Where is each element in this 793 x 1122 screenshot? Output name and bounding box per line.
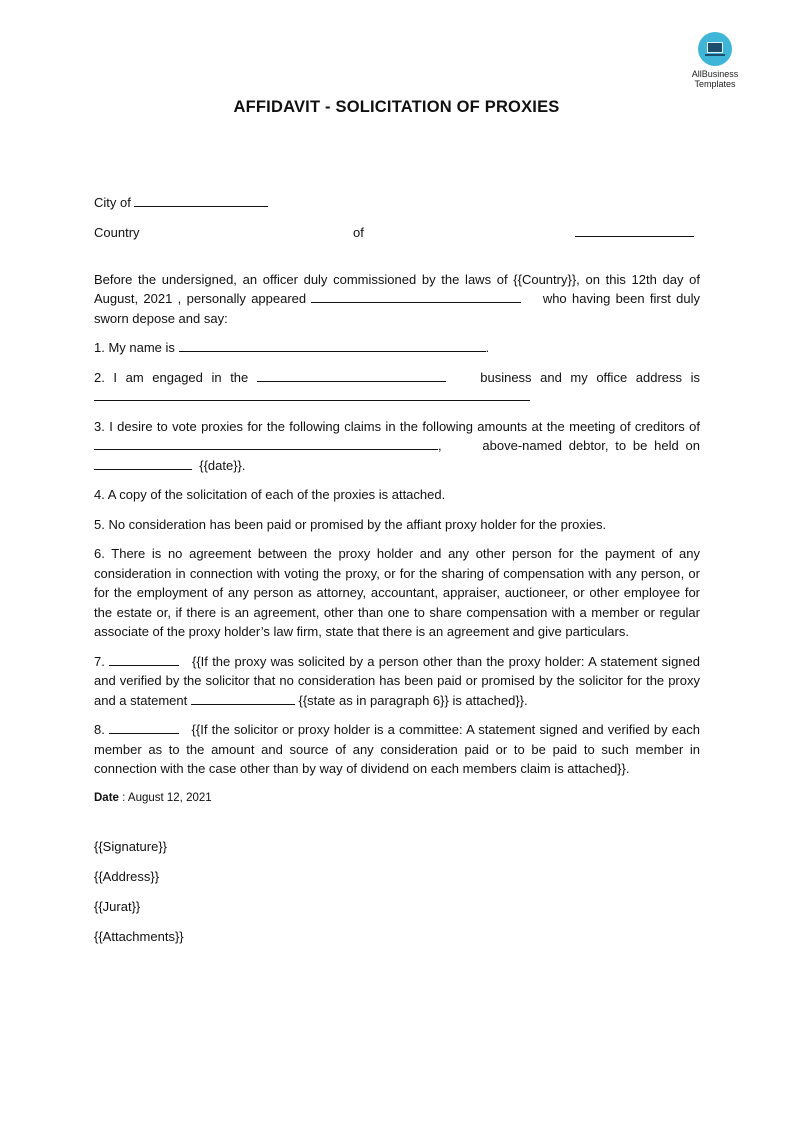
item-2	[94, 368, 700, 407]
item-2-text-end: business and my office address is	[480, 369, 700, 385]
item-3-text: 3. I desire to vote proxies for the following claims in the following amounts at the meeting of creditors of	[94, 418, 700, 434]
item-4: 4. A copy of the solicitation of each of the proxies is attached.	[94, 487, 446, 502]
item-1	[94, 338, 700, 358]
item-6: 6. There is no agreement between the proxy holder and any other person for the payment of any consideration in connection with voting the proxy, or for the sharing of compensation with any person, or for the employment of any person as attorney, accountant, appraiser, auctioneer, or other employee for the estate or, if there is an agreement, other than one to share compensation with a member or regular associate of the proxy holder’s law firm, state that there is an agreement and give particulars.	[94, 546, 700, 639]
of-label: of	[353, 224, 364, 240]
item-7-text: {{If the proxy was solicited by a person other than the proxy holder: A statement signed and verified by the solicitor that no consideration has been paid or promised by the solicitor for the proxy and a statement	[94, 653, 700, 708]
item-7	[94, 652, 700, 711]
item-7-blank[interactable]	[109, 652, 179, 666]
item-7-number: 7.	[94, 653, 105, 669]
item-8-blank[interactable]	[109, 720, 179, 734]
item-3-text-mid: above-named debtor, to be held on	[482, 438, 701, 453]
item-3-date-placeholder: {{date}}.	[199, 457, 246, 473]
laptop-icon	[698, 32, 732, 66]
meeting-date-blank[interactable]	[94, 456, 192, 470]
attachments-placeholder[interactable]: {{Attachments}}	[94, 929, 184, 944]
city-label: City of	[94, 195, 131, 210]
item-5: 5. No consideration has been paid or promised by the affiant proxy holder for the proxies.	[94, 516, 607, 532]
item-2-text: 2. I am engaged in the	[94, 369, 249, 385]
creditors-blank[interactable]	[94, 436, 438, 450]
date-label: Date	[94, 791, 119, 804]
jurat-placeholder[interactable]: {{Jurat}}	[94, 899, 141, 914]
address-placeholder[interactable]: {{Address}}	[94, 869, 160, 884]
allbusiness-logo	[684, 32, 746, 89]
country-label: Country	[94, 224, 140, 240]
item-3	[94, 417, 700, 476]
item-8	[94, 720, 700, 779]
business-blank[interactable]	[257, 368, 446, 382]
item-7-text-end: {{state as in paragraph 6}} is attached}}.	[298, 692, 528, 708]
item-1-text: 1. My name is	[94, 340, 175, 355]
appeared-name-blank[interactable]	[311, 289, 521, 303]
logo-line2: Templates	[694, 79, 736, 89]
date-line	[94, 789, 700, 809]
date-value: : August 12, 2021	[122, 791, 212, 804]
country-line	[94, 223, 700, 243]
logo-line1: AllBusiness	[691, 69, 739, 79]
logo-text	[684, 69, 746, 89]
intro-paragraph	[94, 270, 700, 329]
intro-text-end: who having been first duly sworn depose and say:	[94, 291, 700, 326]
city-line	[94, 193, 700, 213]
item-1-end: .	[485, 340, 490, 355]
office-address-blank[interactable]	[94, 387, 530, 401]
country-blank[interactable]	[575, 223, 694, 237]
signature-placeholder[interactable]: {{Signature}}	[94, 839, 168, 854]
statement-blank[interactable]	[191, 691, 295, 705]
page-title: AFFIDAVIT - SOLICITATION OF PROXIES	[233, 98, 560, 116]
document-body	[94, 193, 700, 952]
name-blank[interactable]	[179, 338, 486, 352]
item-8-number: 8.	[94, 722, 105, 737]
city-blank[interactable]	[134, 193, 268, 207]
item-8-text: {{If the solicitor or proxy holder is a committee: A statement signed and verified by each member as to the amount and source of any consideration paid or to be paid to such member in connection with the case other than by way of dividend on each members claim is attached}}.	[94, 722, 700, 776]
intro-text: Before the undersigned, an officer duly commissioned by the laws of {{Country}}, on this 12th day of August, 2021 , personally appeared	[94, 271, 700, 306]
item-3-comma: ,	[438, 438, 442, 453]
